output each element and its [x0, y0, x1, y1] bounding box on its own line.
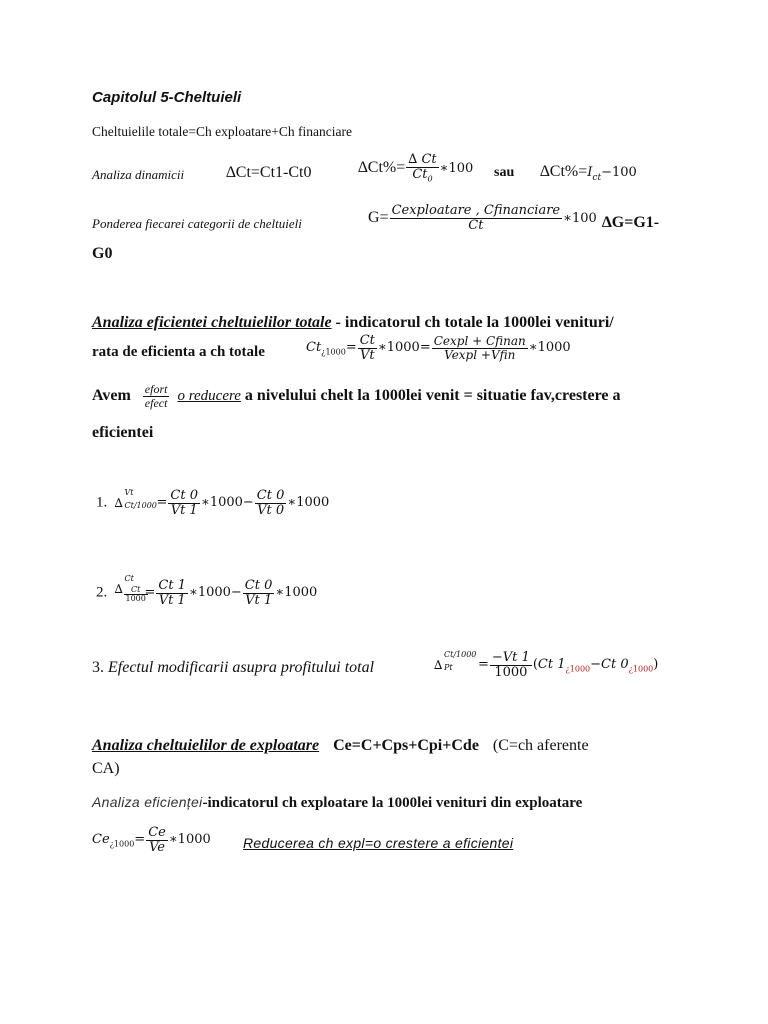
denominator-main: Ct	[412, 166, 428, 182]
ct-vt-numerator: Ct	[359, 333, 375, 348]
item-2-fraction-b	[243, 579, 275, 607]
delta-ct-percent-tail: ∗100	[439, 161, 474, 177]
item-3-text: Efectul modificarii asupra profitului total	[104, 659, 375, 676]
exploatare-title: Analiza cheltuielilor de exploatare	[92, 737, 320, 754]
efficiency-title: Analiza eficientei cheltuielilor totale	[92, 314, 332, 331]
index-formula-tail: −100	[601, 165, 637, 180]
fraction-denominator: Ve	[149, 839, 165, 855]
avem-rest: a nivelului chelt la 1000lei venit = situatie fav,crestere a	[240, 386, 621, 404]
eff-expl-rest: -indicatorul ch exploatare la 1000lei venituri din exploatare	[202, 795, 583, 811]
item-3-delta	[434, 650, 478, 680]
delta-subscript-fraction	[124, 586, 148, 604]
ct-1000-subscript: ¿1000	[321, 347, 346, 357]
delta-ct-index-formula	[540, 163, 637, 183]
item-1-formula	[96, 488, 329, 518]
efort-numerator: efort	[144, 382, 168, 396]
ct0-subscript: ¿1000	[628, 664, 654, 674]
fraction-numerator: Ct	[124, 586, 148, 595]
fraction-numerator: Ct 0	[244, 577, 273, 593]
efficiency-formula	[306, 334, 571, 362]
item-3-eq: =	[478, 656, 489, 672]
paren-open: (	[532, 656, 538, 672]
index-i: I	[587, 165, 593, 180]
fraction-numerator: ∆ Ct	[408, 152, 437, 167]
cexpl-denominator: Vexpl +Vfin	[444, 347, 516, 362]
fraction-denominator: Vt 1	[158, 592, 186, 608]
ce-formula	[92, 826, 211, 854]
weight-denominator: Ct	[468, 217, 484, 233]
fraction-denominator: Vt 1	[245, 592, 273, 608]
reducere-phrase: o reducere	[177, 387, 241, 404]
eff-expl-line	[92, 794, 582, 812]
delta-g-line1: ∆G=G1-	[602, 214, 660, 231]
ce-ve-fraction	[146, 826, 168, 854]
ct1-subscript: ¿1000	[565, 664, 591, 674]
ct1-term: Ct 1	[537, 656, 566, 672]
ce-subscript: ¿1000	[109, 839, 135, 849]
fraction-denominator: 1000	[494, 664, 528, 680]
item-1-fraction-a	[168, 489, 200, 517]
chapter-title: Capitolul 5-Cheltuieli	[92, 89, 242, 106]
delta-ct-formula: ∆Ct=Ct1-Ct0	[226, 164, 312, 181]
weight-tail: ∗100	[563, 210, 597, 226]
paren-close: )	[653, 656, 659, 672]
denominator-subscript: 0	[427, 174, 433, 184]
item-1-number: 1.	[96, 494, 108, 511]
efficiency-rest: - indicatorul ch totale la 1000lei venituri/	[331, 314, 614, 331]
item-3-number: 3.	[92, 659, 104, 676]
fraction-numerator: Ct 0	[256, 487, 285, 503]
weight-numerator: Cexploatare , Cfinanciare	[391, 203, 561, 218]
definition-line: Cheltuielile totale=Ch exploatare+Ch financiare	[92, 124, 353, 139]
fraction-denominator	[406, 168, 438, 184]
avem-line	[92, 383, 621, 409]
reducere-note: Reducerea ch expl=o crestere a eficientei	[243, 835, 514, 851]
sau-word: sau	[494, 165, 515, 180]
item-3-formula	[434, 650, 658, 680]
ce-eq: =	[134, 832, 146, 848]
fraction-denominator: 1000	[125, 594, 146, 604]
eff-expl-label: Analiza eficienței	[92, 794, 203, 810]
delta-symbol: ∆	[114, 582, 123, 596]
exploatare-note-line2: CA)	[92, 760, 120, 777]
delta-superscript: Vt	[124, 488, 134, 497]
delta-symbol: ∆	[434, 658, 443, 672]
delta-g-line2: G0	[92, 245, 113, 262]
ce-tail: ∗1000	[168, 832, 211, 848]
efficiency-tail: ∗1000	[528, 340, 571, 356]
efficiency-mid: ∗1000=	[377, 340, 431, 356]
delta-symbol: ∆	[114, 496, 123, 510]
fraction-denominator: Vt 1	[170, 502, 198, 518]
index-formula-lhs: ∆Ct%=	[540, 163, 588, 180]
ct-vt-fraction	[358, 334, 377, 362]
efect-denominator: efect	[144, 395, 168, 410]
ct0-term: Ct 0	[601, 656, 629, 672]
ct-1000: Ct	[306, 340, 322, 356]
item-1-eq: =	[156, 494, 168, 510]
delta-ct-percent-formula	[358, 153, 473, 184]
cexpl-fraction	[432, 335, 528, 361]
weight-fraction	[390, 204, 563, 232]
efficiency-heading	[92, 314, 614, 332]
item-1-tail: ∗1000	[287, 494, 330, 510]
dynamic-label: Analiza dinamicii	[92, 167, 185, 182]
exploatare-heading	[92, 737, 589, 755]
index-i-subscript: ct	[592, 173, 602, 184]
item-2-formula	[96, 574, 317, 612]
cexpl-numerator: Cexpl + Cfinan	[433, 334, 526, 349]
weight-formula	[368, 204, 597, 232]
item-2-delta	[111, 574, 145, 612]
fraction-denominator: Vt 0	[257, 502, 285, 518]
weight-lhs: G=	[368, 208, 389, 226]
item-2-tail: ∗1000	[275, 584, 318, 600]
delta-ct-percent-fraction	[406, 153, 438, 184]
ct-vt-denominator: Vt	[360, 347, 375, 363]
efort-efect-fraction	[143, 383, 170, 409]
weight-label: Ponderea fiecarei categorii de cheltuieli	[92, 216, 302, 231]
fraction-numerator: Ce	[148, 825, 166, 840]
item-1-mid: ∗1000−	[200, 494, 254, 510]
minus-sign: −	[590, 656, 602, 672]
item-1-delta	[111, 488, 157, 518]
item-2-number: 2.	[96, 584, 108, 601]
delta-subscript: Pt	[444, 663, 453, 672]
item-1-fraction-b	[255, 489, 287, 517]
item-2-eq: =	[144, 584, 156, 600]
exploatare-formula: Ce=C+Cps+Cpi+Cde	[333, 737, 479, 754]
avem-word: Avem	[92, 386, 131, 404]
delta-superscript: Ct	[124, 574, 134, 583]
item-3-label	[92, 659, 374, 677]
item-2-mid: ∗1000−	[188, 584, 242, 600]
ce-term: Ce	[92, 832, 110, 848]
fraction-numerator: Ct 1	[158, 577, 186, 593]
delta-subscript: Ct/1000	[124, 501, 157, 510]
efficiency-line2: rata de eficienta a ch totale	[92, 344, 265, 360]
avem-line2: eficientei	[92, 424, 154, 441]
fraction-numerator: Ct 0	[170, 487, 198, 503]
exploatare-note: (C=ch aferente	[492, 737, 589, 754]
eq-sign: =	[345, 340, 357, 356]
item-3-fraction	[490, 651, 532, 679]
fraction-numerator: −Vt 1	[491, 649, 530, 665]
item-2-fraction-a	[156, 579, 188, 607]
delta-ct-percent-lhs: ∆Ct%=	[358, 159, 406, 177]
delta-superscript: Ct/1000	[444, 650, 477, 659]
